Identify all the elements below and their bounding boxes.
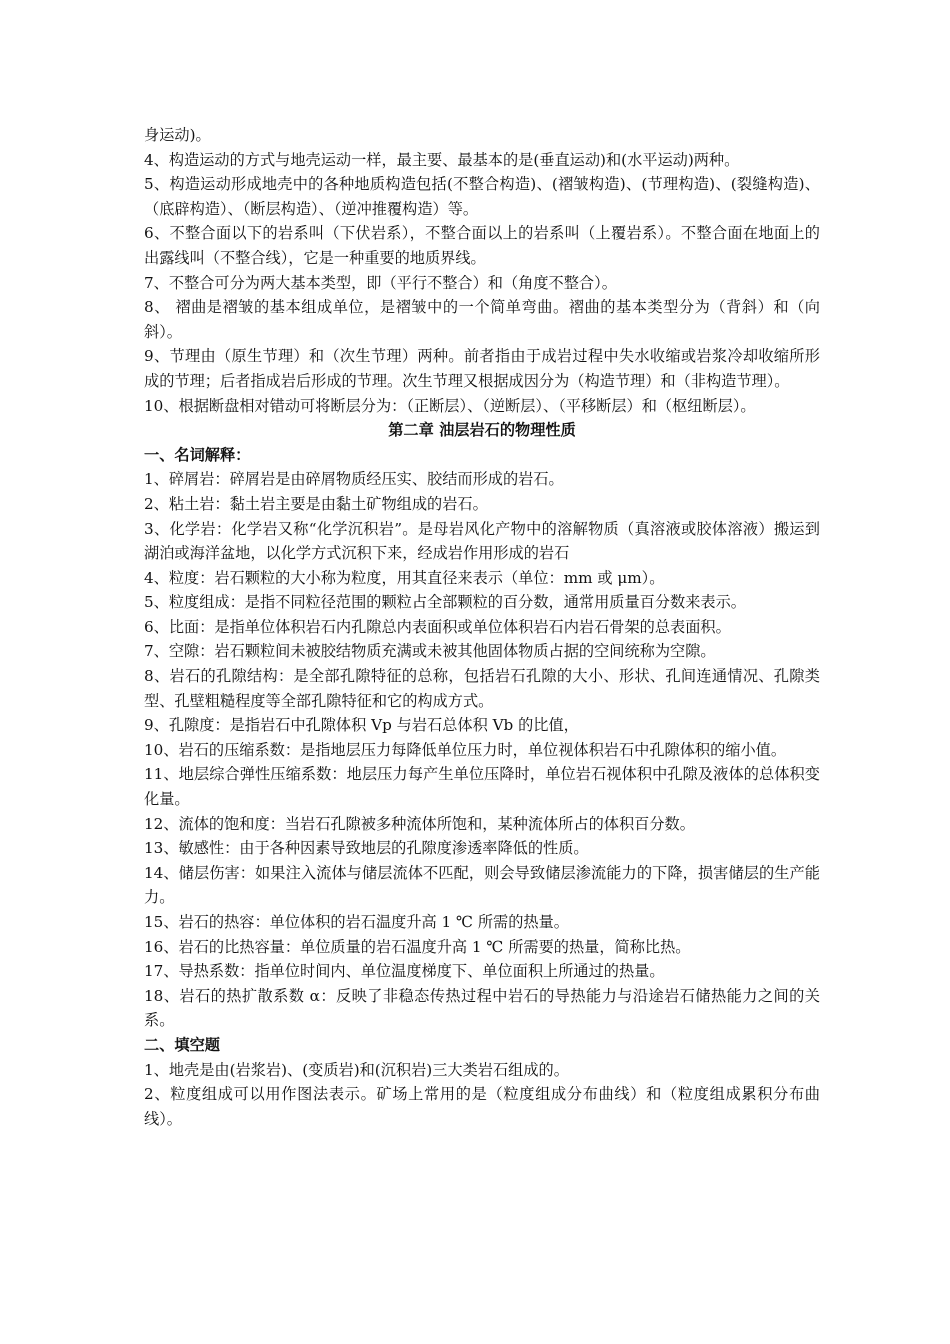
definition-item: 8、岩石的孔隙结构：是全部孔隙特征的总称，包括岩石孔隙的大小、形状、孔间连通情况、孔隙类型、孔壁粗糙程度等全部孔隙特征和它的构成方式。: [144, 667, 820, 710]
fill-blank-item: 1、地壳是由(岩浆岩)、(变质岩)和(沉积岩)三大类岩石组成的。: [144, 1060, 569, 1079]
definition-item: 18、岩石的热扩散系数 α：反映了非稳态传热过程中岩石的导热能力与沿途岩石储热能力之间的关系。: [144, 986, 820, 1030]
definition-item: 1、碎屑岩：碎屑岩是由碎屑物质经压实、胶结而形成的岩石。: [144, 470, 564, 489]
definition-item: 16、岩石的比热容量：单位质量的岩石温度升高 1 ℃ 所需要的热量，简称比热。: [144, 937, 691, 956]
definition-item: 9、孔隙度：是指岩石中孔隙体积 Vp 与岩石总体积 Vb 的比值，: [144, 716, 579, 735]
text-paragraph: 9、节理由（原生节理）和（次生节理）两种。前者指由于成岩过程中失水收缩或岩浆冷却收缩所形成的节理；后者指成岩后形成的节理。次生节理又根据成因分为（构造节理）和（非构造节理）。: [144, 347, 820, 390]
definition-item: 7、空隙：岩石颗粒间未被胶结物质充满或未被其他固体物质占据的空间统称为空隙。: [144, 642, 716, 661]
chapter-title: 第二章 油层岩石的物理性质: [388, 421, 576, 440]
definition-item: 15、岩石的热容：单位体积的岩石温度升高 1 ℃ 所需的热量。: [144, 913, 569, 931]
text-paragraph: 10、根据断盘相对错动可将断层分为：（正断层）、（逆断层）、（平移断层）和（枢纽断层）。: [144, 396, 756, 415]
definition-item: 14、储层伤害：如果注入流体与储层流体不匹配，则会导致储层渗流能力的下降，损害储层的生产能力。: [144, 863, 820, 907]
definition-item: 4、粒度：岩石颗粒的大小称为粒度，用其直径来表示（单位：mm 或 μm）。: [144, 568, 665, 587]
definition-item: 17、导热系数：指单位时间内、单位温度梯度下、单位面积上所通过的热量。: [144, 962, 665, 981]
text-paragraph: 5、构造运动形成地壳中的各种地质构造包括(不整合构造)、(褶皱构造)、(节理构造)、(裂缝构造)、（底辟构造）、（断层构造）、（逆冲推覆构造）等。: [144, 175, 820, 218]
fill-blank-item: 2、粒度组成可以用作图法表示。矿场上常用的是（粒度组成分布曲线）和（粒度组成累积分布曲线）。: [144, 1085, 820, 1128]
text-paragraph: 6、不整合面以下的岩系叫（下伏岩系），不整合面以上的岩系叫（上覆岩系）。不整合面在地面上的出露线叫（不整合线），它是一种重要的地质界线。: [144, 224, 820, 267]
definition-item: 13、敏感性：由于各种因素导致地层的孔隙度渗透率降低的性质。: [144, 839, 589, 858]
text-paragraph: 身运动)。: [144, 126, 211, 144]
definition-item: 10、岩石的压缩系数：是指地层压力每降低单位压力时，单位视体积岩石中孔隙体积的缩小值。: [144, 740, 787, 759]
text-paragraph: 7、不整合可分为两大基本类型，即（平行不整合）和（角度不整合）。: [144, 273, 617, 292]
definition-item: 11、地层综合弹性压缩系数：地层压力每产生单位压降时，单位岩石视体积中孔隙及液体的总体积变化量。: [144, 765, 820, 809]
text-paragraph: 8、 褶曲是褶皱的基本组成单位，是褶皱中的一个简单弯曲。褶曲的基本类型分为（背斜）和（向斜）。: [144, 298, 820, 341]
definition-item: 5、粒度组成：是指不同粒径范围的颗粒占全部颗粒的百分数，通常用质量百分数来表示。: [144, 593, 746, 612]
section-title-definitions: 一、名词解释：: [144, 445, 251, 464]
definition-item: 2、粘土岩：黏土岩主要是由黏土矿物组成的岩石。: [144, 494, 488, 513]
definition-item: 3、化学岩：化学岩又称“化学沉积岩”。是母岩风化产物中的溶解物质（真溶液或胶体溶液）搬运到湖泊或海洋盆地，以化学方式沉积下来，经成岩作用形成的岩石: [144, 519, 820, 563]
section-title-fill-blanks: 二、填空题: [144, 1035, 220, 1054]
text-paragraph: 4、构造运动的方式与地壳运动一样，最主要、最基本的是(垂直运动)和(水平运动)两种。: [144, 150, 740, 169]
definition-item: 6、比面：是指单位体积岩石内孔隙总内表面积或单位体积岩石内岩石骨架的总表面积。: [144, 617, 731, 636]
definition-item: 12、流体的饱和度：当岩石孔隙被多种流体所饱和，某种流体所占的体积百分数。: [144, 814, 695, 833]
document-page: [144, 123, 820, 1131]
